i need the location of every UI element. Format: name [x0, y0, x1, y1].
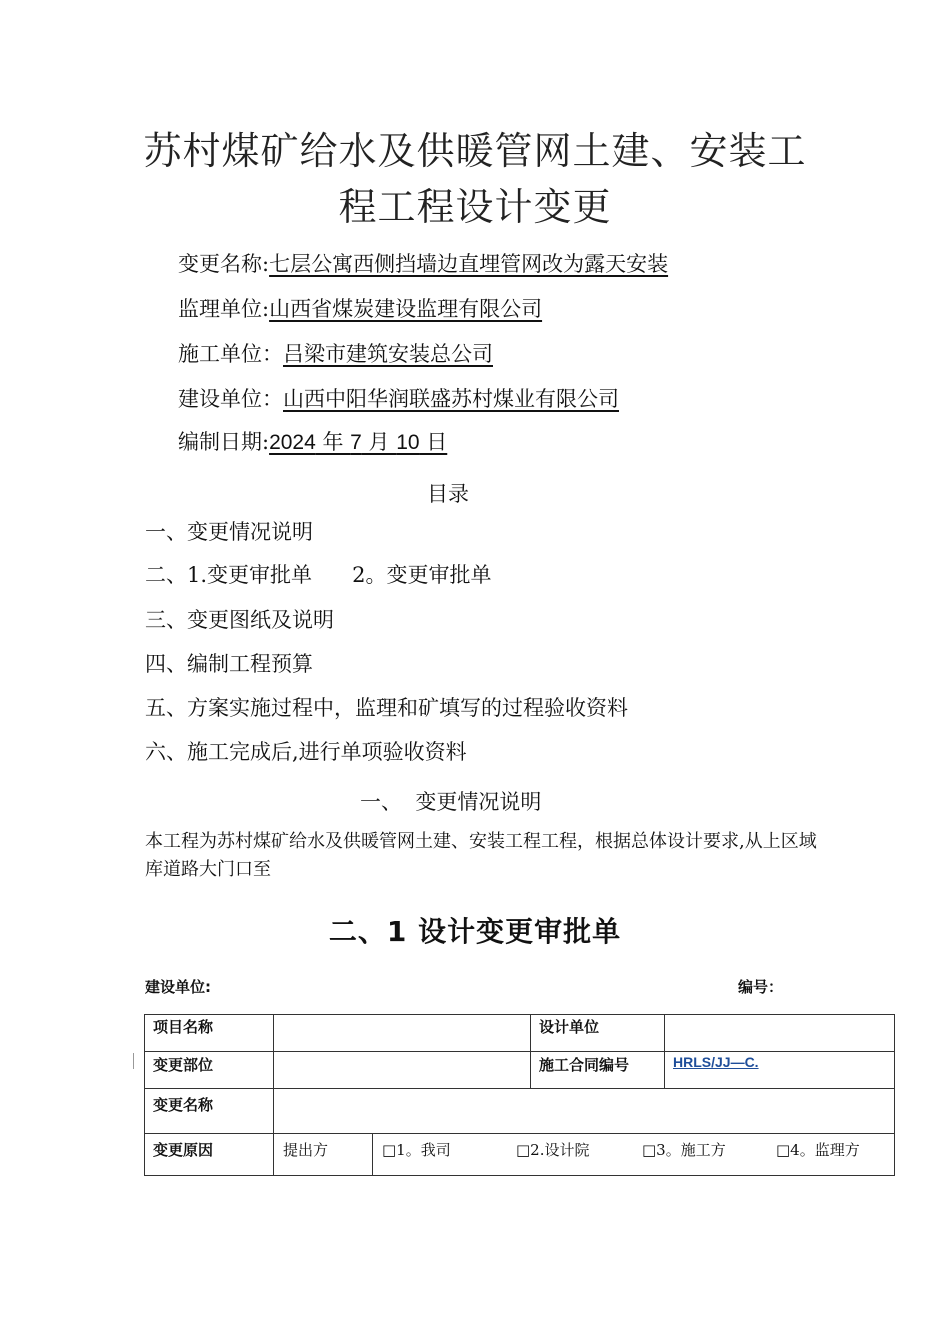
table-border [144, 1051, 895, 1052]
table-border [144, 1014, 145, 1176]
toc-item: 四、编制工程预算 [145, 652, 313, 676]
cell-contract-no-label: 施工合同编号 [539, 1056, 630, 1074]
info-construction-unit [178, 344, 493, 365]
option-checkbox-construction[interactable]: □3。施工方 [642, 1141, 726, 1159]
cell-change-reason-label: 变更原因 [153, 1141, 214, 1159]
table-border [144, 1014, 895, 1015]
info-label: 监理单位: [178, 297, 270, 321]
info-owner-unit [178, 389, 619, 410]
margin-mark [133, 1053, 134, 1069]
document-title-line2: 程工程设计变更 [338, 185, 612, 229]
table-border [144, 1133, 895, 1134]
table-border [664, 1014, 665, 1088]
cell-change-name-label: 变更名称 [153, 1096, 214, 1114]
contract-no-link[interactable]: HRLS/JJ—C. [673, 1054, 759, 1070]
info-compile-date [178, 432, 447, 453]
section1-text: 本工程为苏村煤矿给水及供暖管网土建、安装工程工程，根据总体设计要求,从上区域库道路大门口至 [145, 831, 817, 880]
form-number-label: 编号： [738, 978, 784, 996]
table-border [144, 1175, 895, 1176]
info-value: 七层公寓西侧挡墙边直埋管网改为露天安装 [269, 252, 669, 276]
cell-change-part-label: 变更部位 [153, 1056, 214, 1074]
toc-item: 一、变更情况说明 [145, 520, 313, 544]
toc-item: 六、施工完成后,进行单项验收资料 [145, 740, 467, 764]
cell-proposer-label: 提出方 [283, 1141, 329, 1159]
info-value: 2024 年 7 月 10 日 [269, 430, 448, 454]
option-checkbox-our-company[interactable]: □1。我司 [382, 1141, 451, 1159]
table-border [273, 1014, 274, 1176]
document-title-line1: 苏村煤矿给水及供暖管网土建、安装工 [143, 129, 807, 173]
table-border [144, 1088, 895, 1089]
toc-item: 二、1.变更审批单 2。变更审批单 [145, 563, 492, 587]
toc-heading: 目录 [427, 482, 469, 506]
info-value: 吕梁市建筑安装总公司 [283, 342, 493, 366]
info-value: 山西中阳华润联盛苏村煤业有限公司 [283, 387, 619, 411]
info-value: 山西省煤炭建设监理有限公司 [269, 297, 543, 321]
info-change-name [178, 254, 668, 275]
section1-heading: 一、 变更情况说明 [360, 790, 542, 814]
info-label: 编制日期: [178, 430, 270, 454]
option-checkbox-design-institute[interactable]: □2.设计院 [516, 1141, 590, 1159]
table-border [894, 1014, 895, 1176]
section2-heading: 二、1 设计变更审批单 [328, 915, 622, 948]
info-supervision-unit [178, 299, 542, 320]
cell-design-unit-label: 设计单位 [539, 1018, 600, 1036]
owner-unit-label: 建设单位: [145, 978, 211, 996]
table-border [530, 1014, 531, 1088]
info-label: 变更名称: [178, 252, 270, 276]
cell-project-name-label: 项目名称 [153, 1018, 214, 1036]
info-label: 施工单位： [178, 342, 283, 366]
option-checkbox-supervision[interactable]: □4。监理方 [776, 1141, 860, 1159]
toc-item: 三、变更图纸及说明 [145, 608, 334, 632]
info-label: 建设单位： [178, 387, 283, 411]
toc-item: 五、方案实施过程中，监理和矿填写的过程验收资料 [145, 696, 628, 720]
table-border [372, 1133, 373, 1175]
